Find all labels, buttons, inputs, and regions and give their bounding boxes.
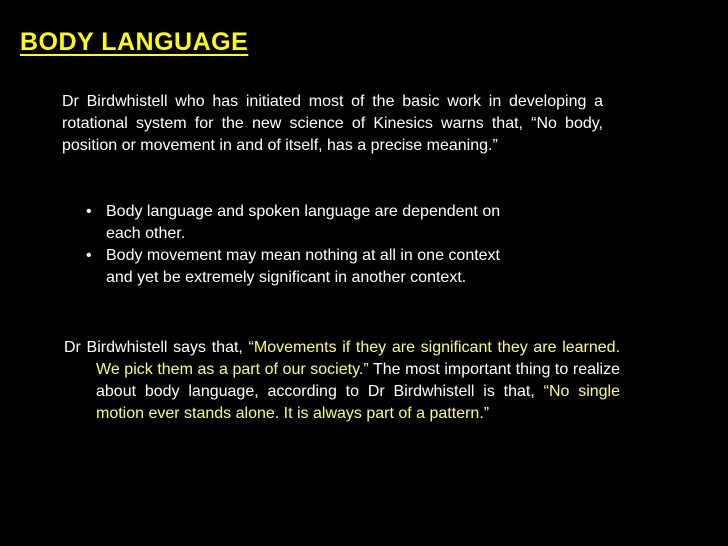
bullet-text: Body movement may mean nothing at all in one context and yet be extremely significant in another context. [106, 247, 500, 286]
slide-title: BODY LANGUAGE [20, 28, 249, 56]
bullet-item [84, 201, 524, 245]
paragraph-lead: Dr Birdwhistell says that, [64, 339, 249, 356]
intro-paragraph: Dr Birdwhistell who has initiated most of the basic work in developing a rotational system for the new science of Kinesics warns that, “No body, position or movement in and of itself, has a precise meaning.” [62, 93, 603, 154]
bullet-dot-icon: • [86, 203, 92, 220]
birdwhistell-paragraph [64, 337, 620, 425]
paragraph-middle: The most important thing to realize about body language, according to Dr Birdwhistell is that, [96, 361, 620, 400]
quote-single-motion: “No single motion ever stands alone. It is always part of a pattern.” [96, 383, 621, 422]
bullet-text: Body language and spoken language are dependent on each other. [106, 203, 501, 242]
bullet-item [84, 245, 524, 289]
quote-movements: “Movements if they are significant they are learned. We pick them as a part of our society.” [96, 339, 621, 378]
bullet-dot-icon: • [86, 247, 92, 264]
bullet-list [84, 201, 524, 289]
